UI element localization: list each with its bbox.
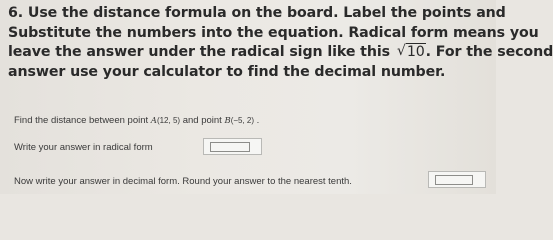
- radical-sign-icon: √: [396, 43, 406, 59]
- instructions-block: [8, 4, 553, 82]
- radical-form-prompt: Write your answer in radical form: [14, 142, 153, 153]
- point-b-coordinates: (−5, 2): [230, 116, 255, 125]
- instruction-line-3-end: . For the second: [425, 44, 553, 60]
- question-connector: and point: [180, 115, 225, 126]
- point-b-label: B: [224, 116, 231, 126]
- square-root-example: [397, 43, 426, 63]
- instruction-line-3-start: leave the answer under the radical sign like this: [8, 44, 395, 60]
- point-a-coordinates: (12, 5): [156, 116, 181, 125]
- instruction-line-4: answer use your calculator to find the decimal number.: [8, 63, 446, 80]
- question-prefix: Find the distance between point: [14, 115, 151, 126]
- question-suffix: .: [254, 115, 260, 126]
- instruction-line-3: [8, 43, 553, 63]
- decimal-answer-input[interactable]: [428, 171, 486, 188]
- decimal-answer-field[interactable]: [435, 175, 473, 185]
- instruction-line-2: Substitute the numbers into the equation. Radical form means you: [8, 24, 539, 41]
- decimal-form-prompt: Now write your answer in decimal form. Round your answer to the nearest tenth.: [14, 176, 352, 187]
- radical-answer-field[interactable]: [210, 142, 250, 152]
- instruction-line-1: 6. Use the distance formula on the board. Label the points and: [8, 5, 506, 21]
- point-a-label: A: [150, 116, 157, 126]
- distance-question: [14, 115, 259, 126]
- radical-answer-input[interactable]: [203, 138, 262, 155]
- radicand: 10: [406, 44, 425, 60]
